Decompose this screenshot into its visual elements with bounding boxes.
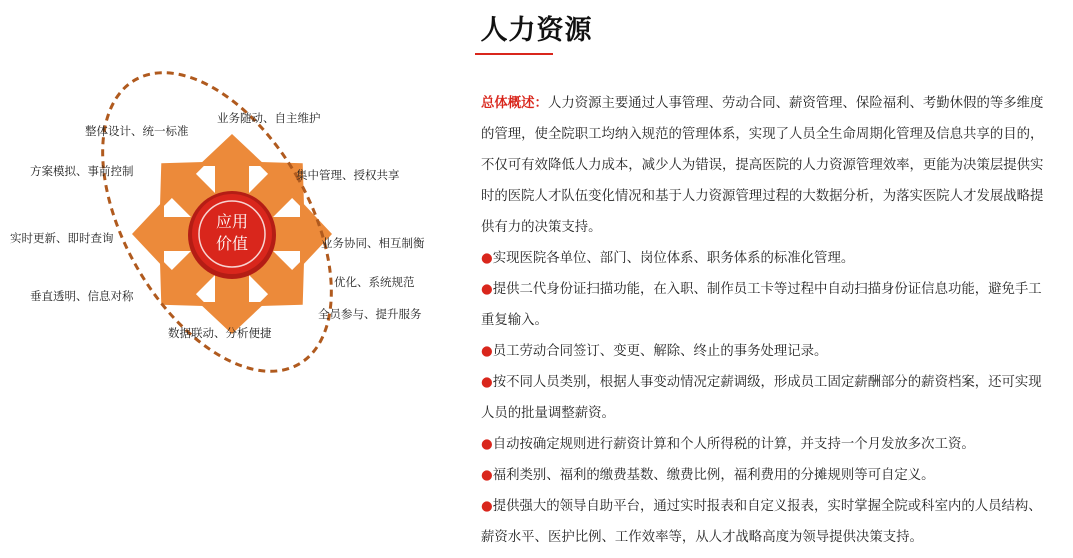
label-business-collaboration: 业务协同、相互制衡 — [321, 236, 425, 250]
overview-text: 人力资源主要通过人事管理、劳动合同、薪资管理、保险福利、考勤休假的等多维度的管理，使全院职工均纳入规范的管理体系，实现了人员全生命周期化管理及信息共享的目的，不仅可有效降低人力成本，减少人为错误，提高医院的人力资源管理效率，更能为决策层提供实时的医院人才队伍变化情况和基于人力资源管理过程的大数据分析，为落实医院人才发展战略提供有力的决策支持。 — [481, 96, 1044, 235]
label-scheme-simulation: 方案模拟、事前控制 — [30, 164, 134, 178]
bullet-icon: ● — [481, 375, 493, 390]
label-central-management: 集中管理、授权共享 — [296, 168, 400, 182]
label-all-staff: 全员参与、提升服务 — [318, 307, 422, 321]
title-underline — [475, 53, 553, 55]
center-label-line2: 价值 — [215, 234, 248, 253]
bullet-item — [481, 367, 1051, 429]
bullet-text: 福利类别、福利的缴费基数、缴费比例，福利费用的分摊规则等可自定义。 — [492, 468, 935, 483]
bullet-item — [481, 336, 1051, 367]
bullet-text: 员工劳动合同签订、变更、解除、终止的事务处理记录。 — [492, 344, 828, 359]
label-optimization: 优化、系统规范 — [334, 275, 415, 289]
bullet-item — [481, 460, 1051, 491]
label-vertical-transparency: 垂直透明、信息对称 — [30, 289, 134, 303]
bullet-text: 按不同人员类别，根据人事变动情况定薪调级，形成员工固定薪酬部分的薪资档案，还可实现人员的批量调整薪资。 — [481, 375, 1042, 421]
overview-label: 总体概述： — [481, 96, 548, 111]
bullet-icon: ● — [481, 282, 493, 297]
bullet-icon: ● — [481, 251, 493, 266]
bullet-item — [481, 243, 1051, 274]
content-text — [481, 88, 1051, 553]
label-realtime-update: 实时更新、即时查询 — [10, 231, 114, 245]
bullet-icon: ● — [481, 468, 493, 483]
center-label-line1: 应用 — [215, 212, 248, 231]
label-unified-design: 整体设计、统一标准 — [85, 124, 189, 138]
page-title: 人力资源 — [480, 15, 593, 46]
bullet-icon: ● — [481, 437, 493, 452]
bullet-text: 自动按确定规则进行薪资计算和个人所得税的计算，并支持一个月发放多次工资。 — [492, 437, 975, 452]
label-business-follow: 业务随动、自主维护 — [217, 111, 321, 125]
overview-paragraph — [481, 88, 1051, 243]
bullet-text: 实现医院各单位、部门、岗位体系、职务体系的标准化管理。 — [492, 251, 855, 266]
bullet-text: 提供二代身份证扫描功能，在入职、制作员工卡等过程中自动扫描身份证信息功能，避免手工重复输入。 — [481, 282, 1042, 328]
bullet-item — [481, 429, 1051, 460]
bullet-icon: ● — [481, 499, 493, 514]
center-label — [202, 211, 262, 255]
bullet-icon: ● — [481, 344, 493, 359]
bullet-item — [481, 491, 1051, 553]
application-value-diagram — [0, 70, 470, 370]
label-data-linkage: 数据联动、分析便捷 — [168, 326, 272, 340]
bullet-item — [481, 274, 1051, 336]
bullet-text: 提供强大的领导自助平台，通过实时报表和自定义报表，实时掌握全院或科室内的人员结构、薪资水平、医护比例、工作效率等，从人才战略高度为领导提供决策支持。 — [481, 499, 1042, 545]
